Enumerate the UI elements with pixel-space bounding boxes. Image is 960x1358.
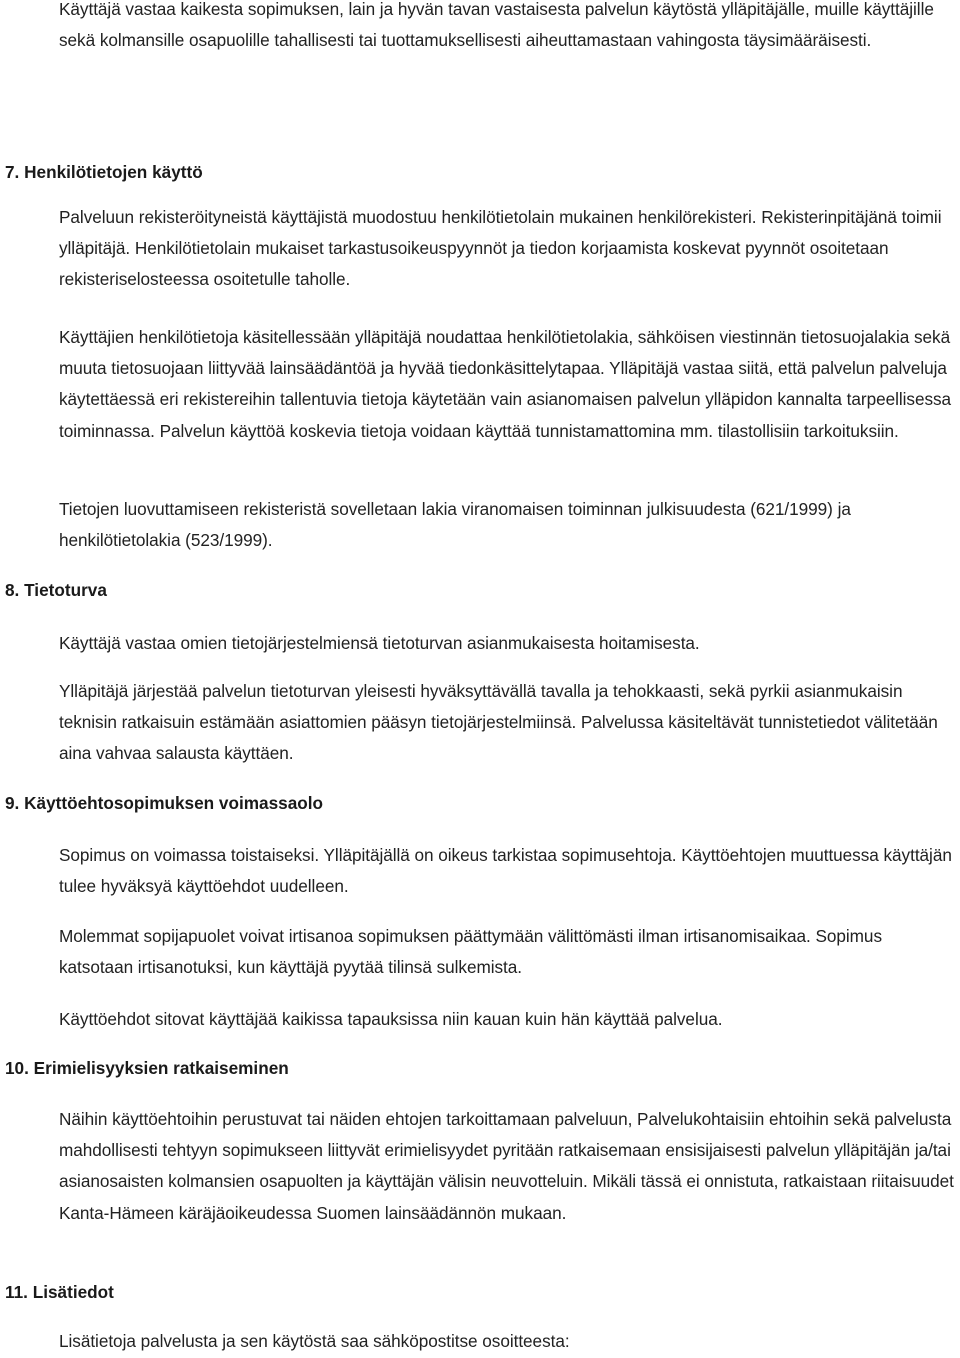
section-8-paragraph-2: Ylläpitäjä järjestää palvelun tietoturvan yleisesti hyväksyttävällä tavalla ja tehokkaasti, sekä pyrkii asianmukaisin teknisin ratkaisuin estämään asiattomien pääsyn tietojärjestelmiinsä. Palvelussa käsiteltävät tunnistetiedot välitetään aina vahvaa salausta käyttäen.	[59, 681, 938, 764]
intro-paragraph: Käyttäjä vastaa kaikesta sopimuksen, lain ja hyvän tavan vastaisesta palvelun käytöstä ylläpitäjälle, muille käyttäjille sekä kolmansille osapuolille tahallisesti tai tuottamuksellisesti aiheuttamastaan vahingosta täysimääräisesti.	[59, 0, 934, 51]
section-9-heading: 9. Käyttöehtosopimuksen voimassaolo	[5, 793, 324, 813]
section-7-paragraph-2: Käyttäjien henkilötietoja käsitellessään ylläpitäjä noudattaa henkilötietolakia, sähköisen viestinnän tietosuojalakia sekä muuta tietosuojaan liittyvää lainsäädäntöä ja hyvää tiedonkäsittelytapaa. Ylläpitäjä vastaa siitä, että palvelun palveluja käytettäessä eri rekistereihin tallentuvia tietoja käytetään vain asianomaisen palvelun ylläpidon kannalta tarpeellisessa toiminnassa. Palvelun käyttöä koskevia tietoja voidaan käyttää tunnistamattomina mm. tilastollisiin tarkoituksiin.	[59, 327, 952, 441]
section-11-heading: 11. Lisätiedot	[5, 1282, 114, 1302]
section-7-paragraph-1: Palveluun rekisteröityneistä käyttäjistä muodostuu henkilötietolain mukainen henkilörekisteri. Rekisterinpitäjänä toimii ylläpitäjä. Henkilötietolain mukaiset tarkastusoikeuspyynnöt ja tiedon korjaamista koskevat pyynnöt osoitetaan rekisteriselosteessa osoitetulle taholle.	[59, 207, 942, 290]
section-9-paragraph-2: Molemmat sopijapuolet voivat irtisanoa sopimuksen päättymään välittömästi ilman irtisanomisaikaa. Sopimus katsotaan irtisanotuksi, kun käyttäjä pyytää tilinsä sulkemista.	[59, 926, 882, 978]
section-9-paragraph-1: Sopimus on voimassa toistaiseksi. Ylläpitäjällä on oikeus tarkistaa sopimusehtoja. Käyttöehtojen muuttuessa käyttäjän tulee hyväksyä käyttöehdot uudelleen.	[59, 845, 952, 897]
section-7-heading: 7. Henkilötietojen käyttö	[5, 162, 203, 182]
section-8-paragraph-1: Käyttäjä vastaa omien tietojärjestelmiensä tietoturvan asianmukaisesta hoitamisesta.	[59, 633, 700, 653]
section-7-paragraph-3: Tietojen luovuttamiseen rekisteristä sovelletaan lakia viranomaisen toiminnan julkisuudesta (621/1999) ja henkilötietolakia (523/1999).	[59, 499, 851, 551]
section-8-heading: 8. Tietoturva	[5, 580, 107, 600]
section-9-paragraph-3: Käyttöehdot sitovat käyttäjää kaikissa tapauksissa niin kauan kuin hän käyttää palvelua.	[59, 1009, 723, 1029]
section-10-paragraph-1: Näihin käyttöehtoihin perustuvat tai näiden ehtojen tarkoittamaan palveluun, Palvelukohtaisiin ehtoihin sekä palvelusta mahdollisesti tehtyyn sopimukseen liittyvät erimielisyydet pyritään ratkaisemaan ensisijaisesti palvelun ylläpitäjän ja/tai asianosaisten kolmansien osapuolten ja käyttäjän välisin neuvotteluin. Mikäli tässä ei onnistuta, ratkaistaan riitaisuudet Kanta-Hämeen käräjäoikeudessa Suomen lainsäädännön mukaan.	[59, 1109, 954, 1223]
section-11-paragraph-1: Lisätietoja palvelusta ja sen käytöstä saa sähköpostitse osoitteesta:	[59, 1331, 570, 1351]
section-10-heading: 10. Erimielisyyksien ratkaiseminen	[5, 1058, 289, 1078]
